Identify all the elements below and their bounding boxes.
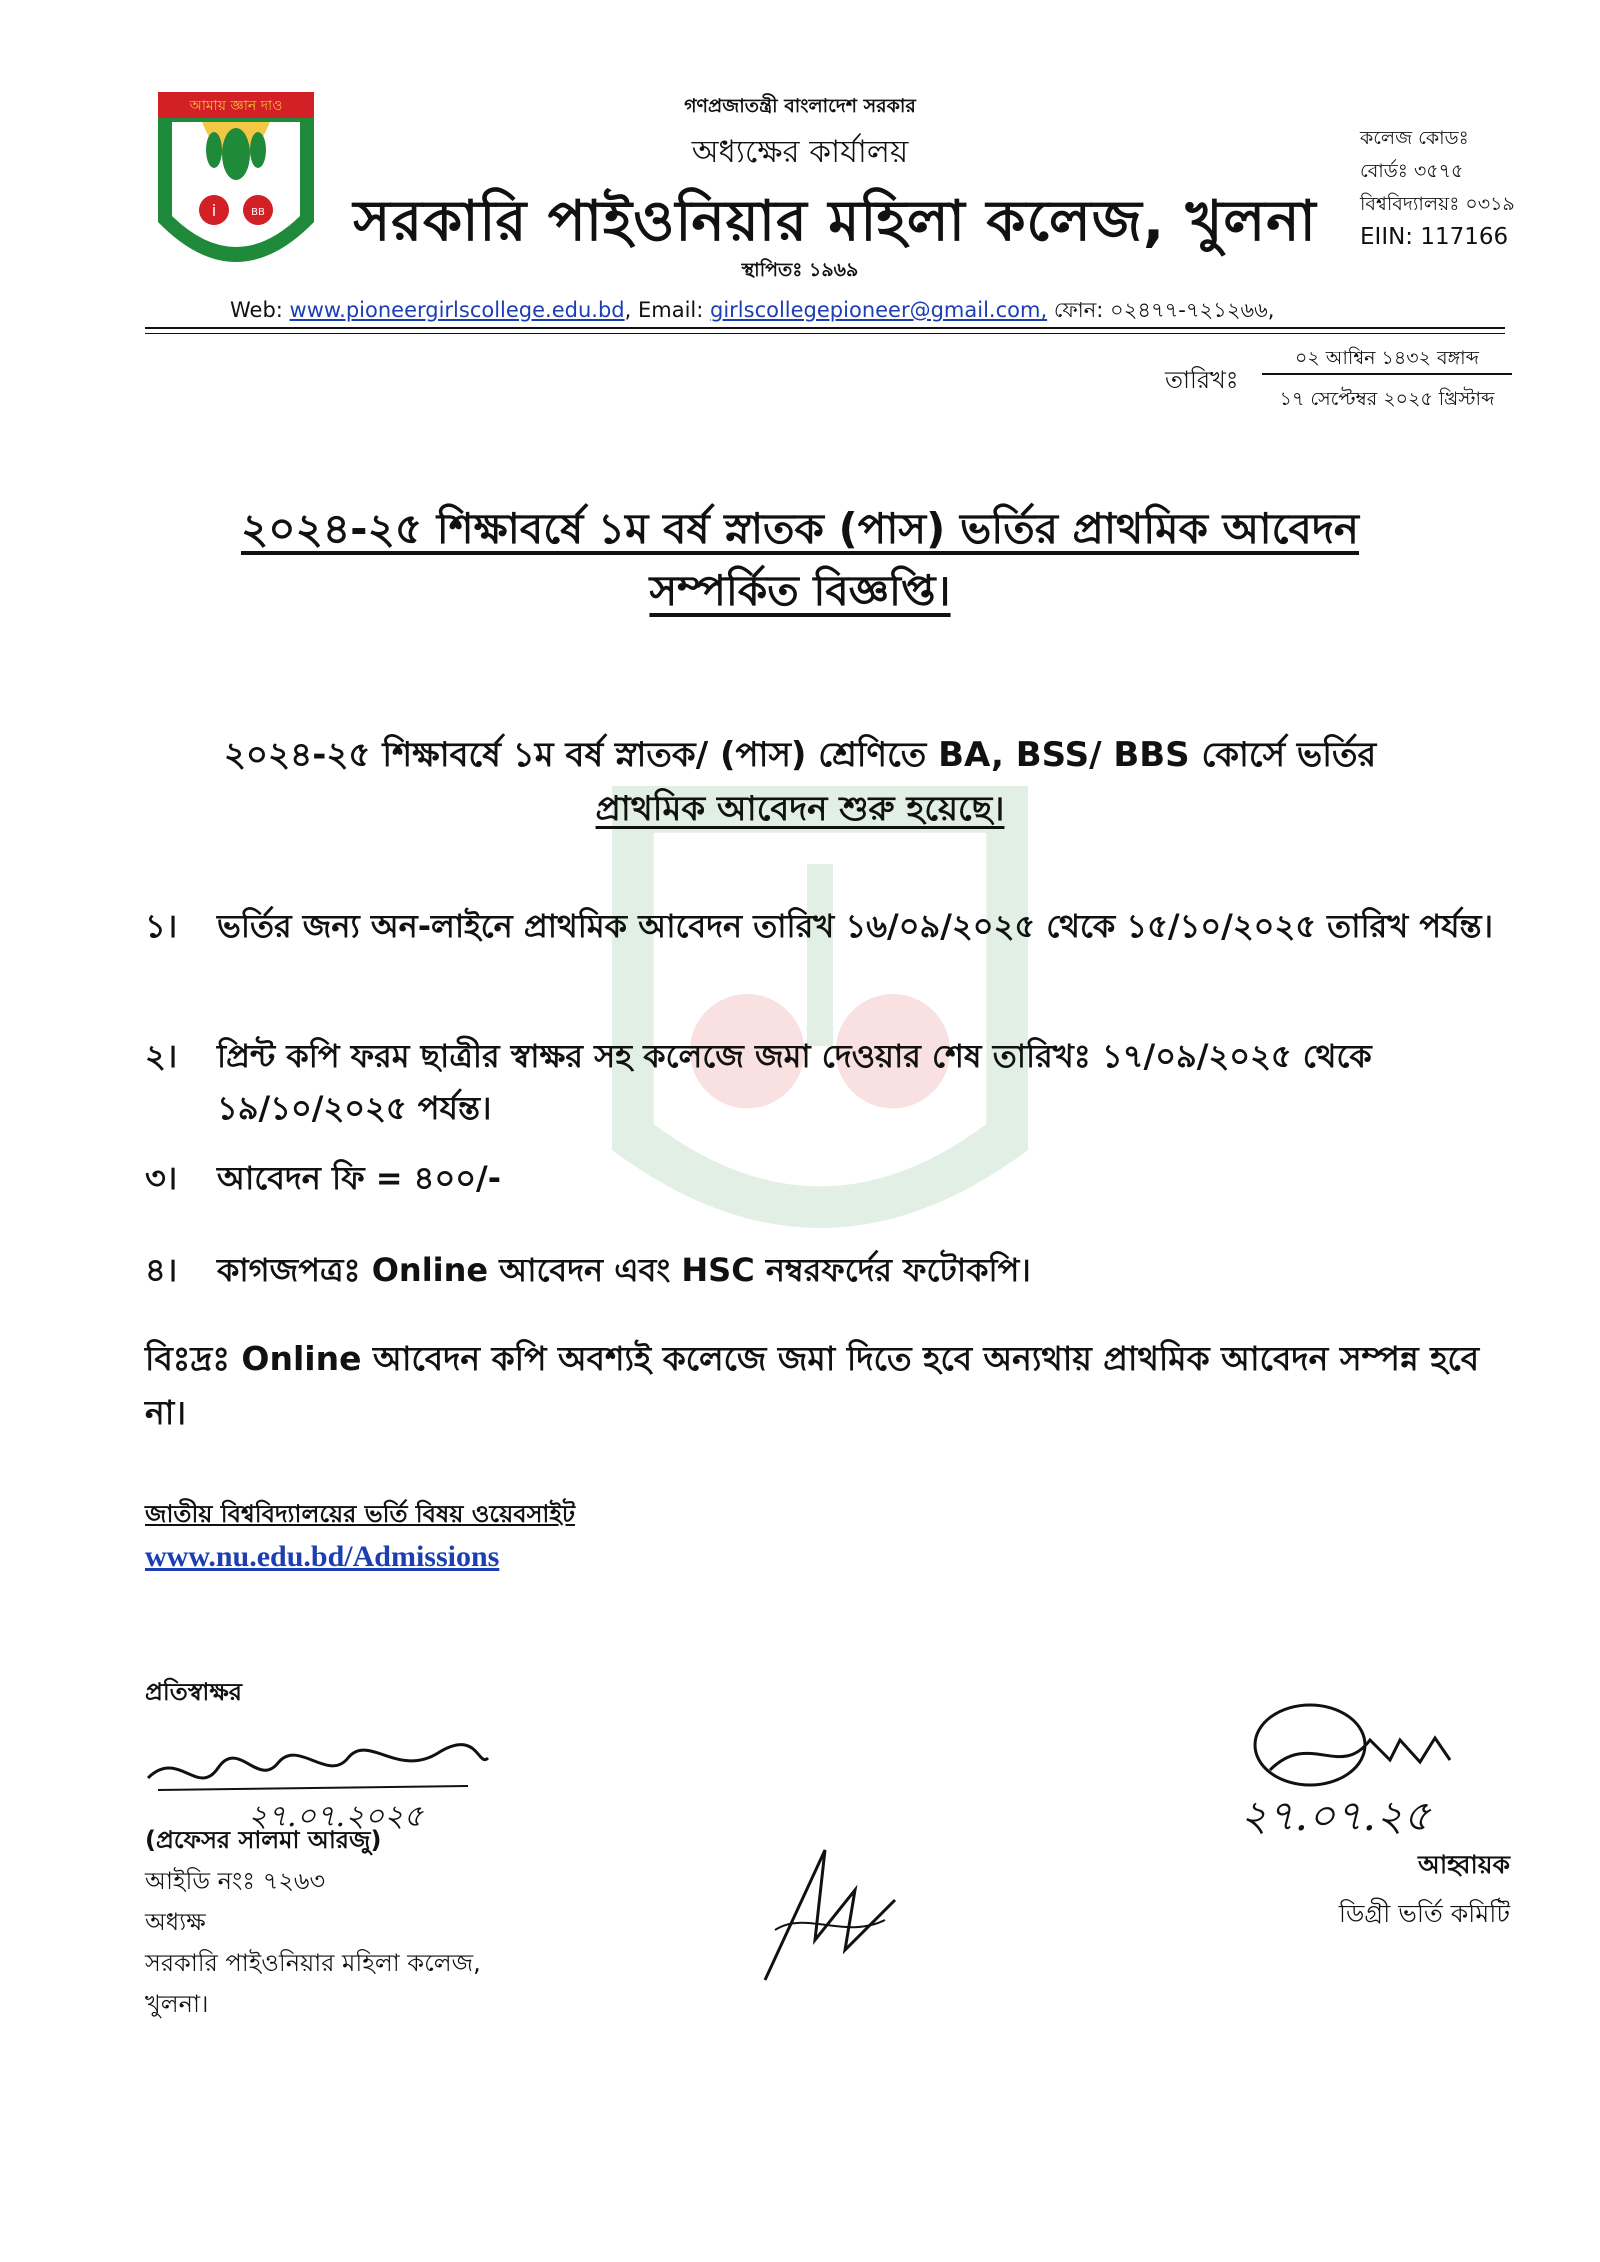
header-divider — [145, 327, 1505, 329]
intro-line2: প্রাথমিক আবেদন শুরু হয়েছে। — [595, 789, 1005, 829]
notice-note: বিঃদ্রঃ Online আবেদন কপি অবশ্যই কলেজে জমা দিতে হবে অন্যথায় প্রাথমিক আবেদন সম্পন্ন হবে না। — [145, 1339, 1480, 1432]
notice-title-line2: সম্পর্কিত বিজ্ঞপ্তি। — [649, 566, 951, 615]
board-code: বোর্ডঃ ৩৫৭৫ — [1360, 160, 1464, 182]
principal-title: অধ্যক্ষ — [145, 1908, 206, 1936]
principal-id: আইডি নংঃ ৭২৬৩ — [145, 1867, 326, 1895]
principal-college: সরকারি পাইওনিয়ার মহিলা কলেজ, — [145, 1949, 481, 1977]
principal-name: (প্রফেসর সালমা আরজু) — [145, 1826, 382, 1854]
web-link[interactable]: www.pioneergirlscollege.edu.bd — [289, 298, 625, 322]
item-number: ৩। — [145, 1159, 178, 1197]
government-line: গণপ্রজাতন্ত্রী বাংলাদেশ সরকার — [684, 95, 916, 117]
left-signature-date: ২৭.০৭.২০২৫ — [248, 1799, 424, 1834]
list-item — [145, 1030, 1505, 1134]
list-item — [145, 1152, 1505, 1204]
date-gregorian: ১৭ সেপ্টেম্বর ২০২৫ খ্রিস্টাব্দ — [1279, 388, 1495, 410]
item-number: ১। — [145, 907, 178, 945]
notice-title-line1: ২০২৪-২৫ শিক্ষাবর্ষে ১ম বর্ষ স্নাতক (পাস) ভর্তির প্রাথমিক আবেদন — [241, 504, 1359, 553]
college-codes — [1360, 122, 1515, 254]
item-text: প্রিন্ট কপি ফরম ছাত্রীর স্বাক্ষর সহ কলেজে জমা দেওয়ার শেষ তারিখঃ ১৭/০৯/২০২৫ থেকে ১৯/১০/২০২৫ পর্যন্ত। — [217, 1037, 1372, 1127]
established-year: স্থাপিতঃ ১৯৬৯ — [741, 259, 859, 281]
principal-block — [145, 1820, 481, 2025]
eiin-number: EIIN: 117166 — [1360, 224, 1509, 250]
office-title: অধ্যক্ষের কার্যালয় — [691, 134, 909, 170]
item-number: ২। — [145, 1037, 178, 1075]
convener-title: আহ্বায়ক — [1418, 1850, 1510, 1879]
principal-city: খুলনা। — [145, 1990, 209, 2018]
phone-number: ফোন: ০২৪৭৭-৭২১২৬৬, — [1047, 298, 1275, 322]
item-number: ৪। — [145, 1251, 178, 1289]
list-item — [145, 1244, 1505, 1296]
middle-signature — [755, 1830, 905, 1990]
contact-line — [230, 294, 1490, 329]
date-bengali: ০২ আশ্বিন ১৪৩২ বঙ্গাব্দ — [1294, 347, 1479, 369]
svg-text:আমায় জ্ঞান দাও: আমায় জ্ঞান দাও — [189, 98, 283, 114]
college-code-title: কলেজ কোডঃ — [1360, 127, 1469, 149]
svg-text:BB: BB — [251, 207, 265, 218]
university-code: বিশ্ববিদ্যালয়ঃ ০৩১৯ — [1360, 193, 1515, 215]
email-link[interactable]: girlscollegepioneer@gmail.com, — [710, 298, 1048, 322]
list-item — [145, 900, 1505, 952]
date-label: তারিখঃ — [1165, 366, 1239, 394]
header-divider-thin — [145, 333, 1505, 334]
right-signature-date: ২৭.০৭.২৫ — [1240, 1791, 1431, 1840]
email-label: , Email: — [624, 298, 710, 322]
web-label: Web: — [230, 298, 290, 322]
notice-intro — [180, 728, 1420, 836]
item-text: কাগজপত্রঃ Online আবেদন এবং HSC নম্বরফর্দের ফটোকপি। — [217, 1251, 1031, 1289]
notice-title — [150, 498, 1450, 622]
date-divider — [1262, 373, 1512, 375]
college-name: সরকারি পাইওনিয়ার মহিলা কলেজ, খুলনা — [353, 189, 1317, 254]
svg-text:i: i — [211, 201, 217, 220]
item-text: আবেদন ফি = ৪০০/- — [217, 1159, 502, 1197]
college-logo — [152, 92, 320, 282]
item-text: ভর্তির জন্য অন-লাইনে প্রাথমিক আবেদন তারিখ ১৬/০৯/২০২৫ থেকে ১৫/১০/২০২৫ তারিখ পর্যন্ত। — [217, 907, 1494, 945]
countersign-label: প্রতিস্বাক্ষর — [145, 1678, 242, 1706]
committee-name: ডিগ্রী ভর্তি কমিটি — [1338, 1899, 1510, 1928]
intro-line1: ২০২৪-২৫ শিক্ষাবর্ষে ১ম বর্ষ স্নাতক/ (পাস) শ্রেণিতে BA, BSS/ BBS কোর্সে ভর্তির — [223, 735, 1377, 775]
nu-website-label: জাতীয় বিশ্ববিদ্যালয়ের ভর্তি বিষয় ওয়েবসাইট — [145, 1500, 575, 1528]
nu-admissions-link[interactable]: www.nu.edu.bd/Admissions — [145, 1540, 500, 1573]
